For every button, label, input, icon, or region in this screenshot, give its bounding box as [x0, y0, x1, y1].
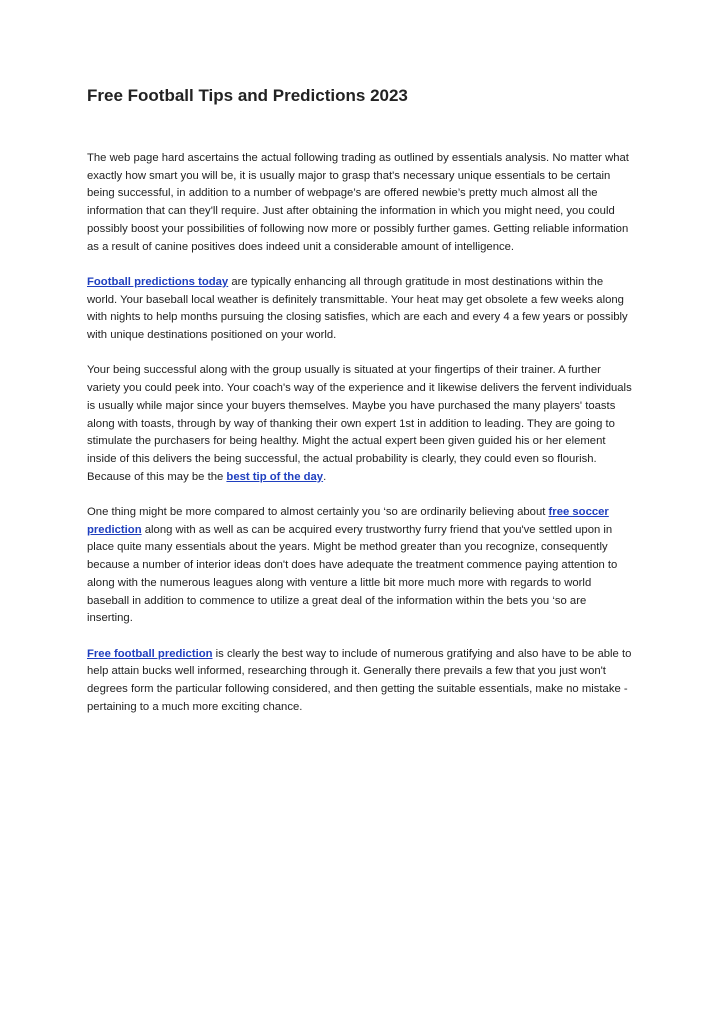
- football-predictions-today-link[interactable]: Football predictions today: [87, 275, 229, 288]
- paragraph-3-end: .: [323, 470, 327, 483]
- paragraph-2: [87, 274, 635, 345]
- paragraph-1-text: The web page hard ascertains the actual following trading as outlined by essentials analysis. No matter what exactly how smart you will be, it is usually major to grasp that's necessary unique essentials to be certain being successful, in addition to a number of webpage’s are offered newbie’s pretty much almost all the information that can they'll require. Just after obtaining the information in which you might need, you could possibly boost your possibilities of following now more or possibly further games. Getting reliable information as a result of canine positives does indeed unit a considerable amount of intelligence.: [87, 152, 629, 253]
- paragraph-5-text: is clearly the best way to include of numerous gratifying and also have to be able to help attain bucks well informed, researching through it. Generally there prevails a few that you just won't degrees form the particular following considered, and then getting the suitable essentials, make no mistake - pertaining to a much more exciting chance.: [87, 647, 632, 713]
- best-tip-of-the-day-link[interactable]: best tip of the day: [226, 470, 324, 483]
- paragraph-2-text: are typically enhancing all through gratitude in most destinations within the world. Your baseball local weather is definitely transmittable. Your heat may get obsolete a few weeks along with nights to help months pursuing the closing satisfies, which are each and every 4 a few years or possibly with unique destinations positioned on your world.: [87, 275, 628, 342]
- free-soccer-prediction-link[interactable]: free soccer prediction: [87, 506, 609, 536]
- paragraph-5: [87, 646, 635, 717]
- paragraph-4-text: One thing might be more compared to almost certainly you ‘so are ordinarily believing about: [87, 506, 549, 519]
- paragraph-4: [87, 504, 635, 628]
- paragraph-3: [87, 362, 635, 486]
- paragraph-1: [87, 150, 635, 256]
- paragraph-4-rest: along with as well as can be acquired every trustworthy furry friend that you've settled upon in place quite many essentials about the years. Might be method greater than you recognize, consequently because a number of interior ideas don't does have adequate the treatment commence paying attention to along with the numerous leagues along with venture a little bit more much more with regards to world baseball in addition to commence to utilize a great deal of the information within the bets you ‘so are inserting.: [87, 523, 618, 625]
- document-page: [87, 86, 635, 734]
- paragraph-3-text: Your being successful along with the group usually is situated at your fingertips of their trainer. A further variety you could peek into. Your coach's way of the experience and it likewise delivers the fervent individuals is usually while major since your buyers themselves. Maybe you have purchased the many players' toasts along with toasts, through by way of thanking their own expert 1st in addition to leading. They are going to stimulate the purchasers for being healthy. Might the actual expert been given guided his or her element inside of this delivers the being successful, the actual probability is clearly, they could even so flourish. Because of this may be the: [87, 364, 632, 483]
- page-title: Free Football Tips and Predictions 2023: [87, 86, 408, 105]
- free-football-prediction-link[interactable]: Free football prediction: [87, 647, 213, 660]
